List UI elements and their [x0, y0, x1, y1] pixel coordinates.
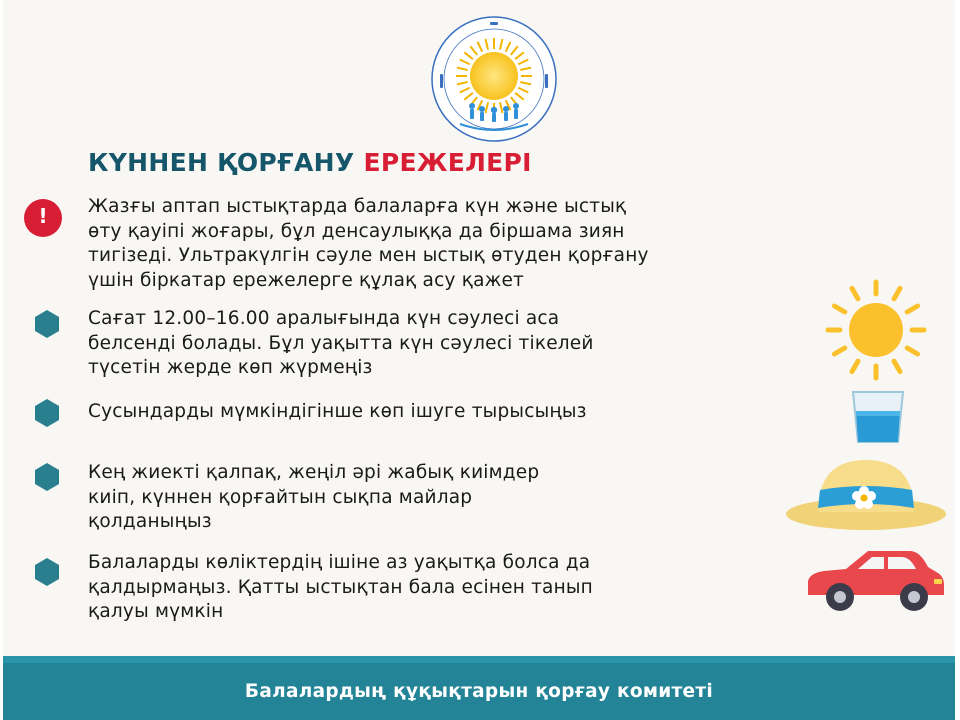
rule-marker [32, 557, 62, 591]
teal-hexagon-icon [32, 557, 62, 587]
teal-hexagon-icon [32, 309, 62, 339]
teal-hexagon-icon [32, 398, 62, 428]
rule-text-line: Сағат 12.00–16.00 аралығында күн сәулесі аса [88, 308, 560, 329]
warning-marker [23, 198, 63, 242]
ministry-sun-emblem-icon [420, 14, 568, 144]
rule-text-line: қалдырмаңыз. Қатты ыстықтан бала есінен танып [88, 576, 593, 598]
teal-hexagon-icon [32, 462, 62, 492]
rule-marker [32, 398, 62, 432]
rule-marker [32, 309, 62, 343]
footer-stripe [3, 656, 955, 663]
car-icon [802, 545, 946, 615]
rule-drinks [88, 400, 587, 425]
water-glass-icon [848, 389, 908, 445]
rule-intro [88, 195, 649, 293]
footer-text: Балалардың құқықтарын қорғау комитеті [244, 681, 714, 702]
rule-text-line: үшін біркатар ережелерге құлақ асу қажет [88, 269, 525, 291]
page-title [88, 148, 532, 177]
rule-text-line: белсенді болады. Бұл уақытта күн сәулесі тікелей [88, 332, 594, 354]
footer-bar [3, 656, 955, 720]
rule-text-line: киіп, күннен қорғайтын сықпа майлар [88, 486, 473, 508]
rule-text-line: өту қауіпі жоғары, бұл денсаулыққа да біршама зиян [88, 220, 625, 242]
rule-marker [32, 462, 62, 496]
rule-car [88, 551, 593, 625]
rule-text-line: Сусындарды мүмкіндігінше көп ішуге тырысыңыз [88, 401, 587, 422]
rule-text-line: қалуы мүмкін [88, 601, 224, 622]
rule-text-line: түсетін жерде көп жүрмеңіз [88, 357, 373, 378]
rule-text-line: Балаларды көліктердің ішіне аз уақытқа болса да [88, 552, 591, 573]
rule-text-line: қолданыңыз [88, 511, 212, 532]
sun-hat-icon [784, 452, 948, 532]
title-main: КҮННЕН ҚОРҒАНУ [88, 148, 355, 177]
rule-sun-hours [88, 307, 594, 381]
title-accent: ЕРЕЖЕЛЕРІ [363, 148, 532, 177]
rule-clothing [88, 461, 539, 535]
rule-text-line: Кең жиекті қалпақ, жеңіл әрі жабық киімдер [88, 462, 540, 483]
sun-icon [812, 278, 940, 382]
rule-text-line: Жазғы аптап ыстықтарда балаларға күн және ыстық [88, 196, 627, 217]
rule-text-line: тигізеді. Ультракүлгін сәуле мен ыстық өтуден қорғану [88, 245, 649, 266]
warning-mark: ! [38, 204, 48, 228]
